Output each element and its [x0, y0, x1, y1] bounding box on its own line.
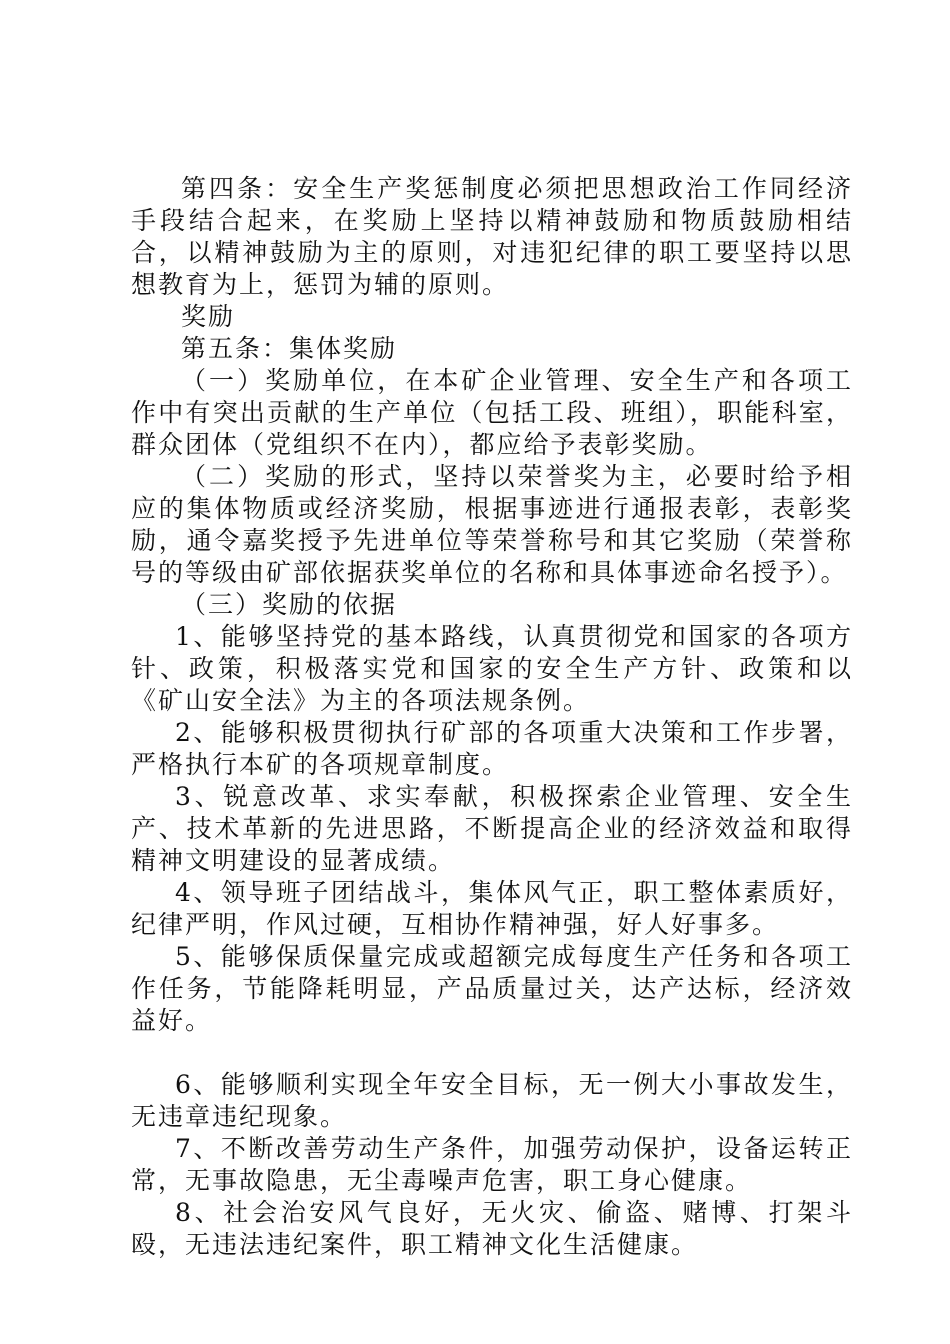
document-body	[131, 173, 853, 1261]
heading-article-5: 第五条：集体奖励	[181, 334, 398, 363]
paragraph-basis-8: 8、社会治安风气良好，无火灾、偷盗、赌博、打架斗殴，无违法违纪案件，职工精神文化生活健康。	[131, 1198, 853, 1259]
paragraph-basis-1: 1、能够坚持党的基本路线，认真贯彻党和国家的各项方针、政策，积极落实党和国家的安全生产方针、政策和以《矿山安全法》为主的各项法规条例。	[131, 622, 853, 715]
paragraph-basis-7: 7、不断改善劳动生产条件，加强劳动保护，设备运转正常，无事故隐患，无尘毒噪声危害，职工身心健康。	[131, 1134, 853, 1195]
paragraph-basis-4: 4、领导班子团结战斗，集体风气正，职工整体素质好，纪律严明，作风过硬，互相协作精神强，好人好事多。	[131, 878, 853, 939]
paragraph-item-1: （一）奖励单位，在本矿企业管理、安全生产和各项工作中有突出贡献的生产单位（包括工段、班组），职能科室，群众团体（党组织不在内），都应给予表彰奖励。	[131, 366, 853, 459]
heading-item-3: （三）奖励的依据	[181, 590, 398, 619]
paragraph-basis-3: 3、锐意改革、求实奉献，积极探索企业管理、安全生产、技术革新的先进思路，不断提高企业的经济效益和取得精神文明建设的显著成绩。	[131, 782, 853, 875]
paragraph-article-4: 第四条：安全生产奖惩制度必须把思想政治工作同经济手段结合起来，在奖励上坚持以精神鼓励和物质鼓励相结合，以精神鼓励为主的原则，对违犯纪律的职工要坚持以思想教育为上，惩罚为辅的原则。	[131, 174, 853, 299]
paragraph-basis-6: 6、能够顺利实现全年安全目标，无一例大小事故发生，无违章违纪现象。	[131, 1070, 853, 1131]
paragraph-basis-5: 5、能够保质保量完成或超额完成每度生产任务和各项工作任务，节能降耗明显，产品质量过关，达产达标，经济效益好。	[131, 942, 853, 1035]
paragraph-basis-2: 2、能够积极贯彻执行矿部的各项重大决策和工作步署，严格执行本矿的各项规章制度。	[131, 718, 853, 779]
paragraph-item-2: （二）奖励的形式，坚持以荣誉奖为主，必要时给予相应的集体物质或经济奖励，根据事迹进行通报表彰，表彰奖励，通令嘉奖授予先进单位等荣誉称号和其它奖励（荣誉称号的等级由矿部依据获奖单位的名称和具体事迹命名授予）。	[131, 462, 853, 587]
heading-rewards: 奖励	[181, 302, 236, 331]
